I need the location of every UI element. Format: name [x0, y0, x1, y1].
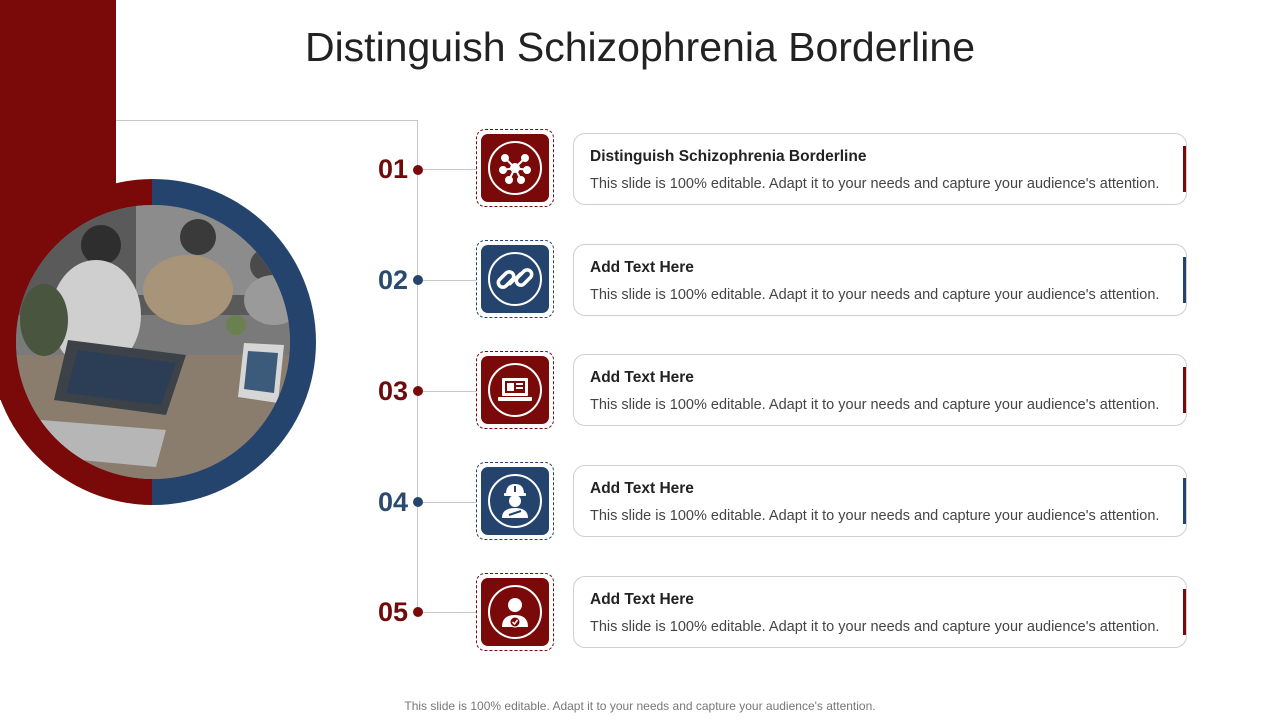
card-accent-04	[1183, 478, 1186, 524]
slide-title: Distinguish Schizophrenia Borderline	[304, 24, 976, 70]
card-accent-02	[1183, 257, 1186, 303]
icon-box-03	[476, 351, 554, 429]
step-number-05: 05	[377, 597, 408, 627]
step-connector-04	[423, 502, 476, 503]
step-connector-01	[423, 169, 476, 170]
icon-box-01	[476, 129, 554, 207]
step-dot-05	[413, 607, 423, 617]
card-title-02: Add Text Here	[590, 259, 694, 276]
card-accent-05	[1183, 589, 1186, 635]
icon-inner-02	[481, 245, 549, 313]
icon-box-02	[476, 240, 554, 318]
step-dot-01	[413, 165, 423, 175]
step-connector-05	[423, 612, 476, 613]
card-accent-01	[1183, 146, 1186, 192]
step-connector-02	[423, 280, 476, 281]
info-card-02	[573, 244, 1187, 316]
card-desc-02: This slide is 100% editable. Adapt it to your needs and capture your audience's attention.	[590, 287, 1160, 303]
worker-icon	[485, 471, 545, 531]
chain-link-icon	[485, 249, 545, 309]
step-dot-03	[413, 386, 423, 396]
card-title-05: Add Text Here	[590, 591, 694, 608]
step-connector-03	[423, 391, 476, 392]
icon-box-05	[476, 573, 554, 651]
team-photo	[16, 205, 290, 479]
card-desc-01: This slide is 100% editable. Adapt it to your needs and capture your audience's attention.	[590, 176, 1160, 192]
info-card-01	[573, 133, 1187, 205]
step-number-02: 02	[377, 265, 408, 295]
user-check-icon	[485, 582, 545, 642]
step-number-04: 04	[377, 487, 408, 517]
card-desc-03: This slide is 100% editable. Adapt it to your needs and capture your audience's attention.	[590, 397, 1160, 413]
icon-inner-03	[481, 356, 549, 424]
step-dot-02	[413, 275, 423, 285]
card-title-01: Distinguish Schizophrenia Borderline	[590, 148, 867, 165]
step-number-03: 03	[377, 376, 408, 406]
info-card-03	[573, 354, 1187, 426]
icon-box-04	[476, 462, 554, 540]
card-title-03: Add Text Here	[590, 369, 694, 386]
laptop-icon	[485, 360, 545, 420]
footer-note: This slide is 100% editable. Adapt it to your needs and capture your audience's attention.	[404, 699, 876, 713]
step-number-01: 01	[377, 154, 408, 184]
card-desc-04: This slide is 100% editable. Adapt it to your needs and capture your audience's attention.	[590, 508, 1160, 524]
card-title-04: Add Text Here	[590, 480, 694, 497]
icon-inner-05	[481, 578, 549, 646]
info-card-05	[573, 576, 1187, 648]
connector-vertical-line	[417, 120, 418, 613]
info-card-04	[573, 465, 1187, 537]
icon-inner-01	[481, 134, 549, 202]
step-dot-04	[413, 497, 423, 507]
network-icon	[485, 138, 545, 198]
card-desc-05: This slide is 100% editable. Adapt it to your needs and capture your audience's attention.	[590, 619, 1160, 635]
icon-inner-04	[481, 467, 549, 535]
connector-top-line	[116, 120, 418, 121]
card-accent-03	[1183, 367, 1186, 413]
